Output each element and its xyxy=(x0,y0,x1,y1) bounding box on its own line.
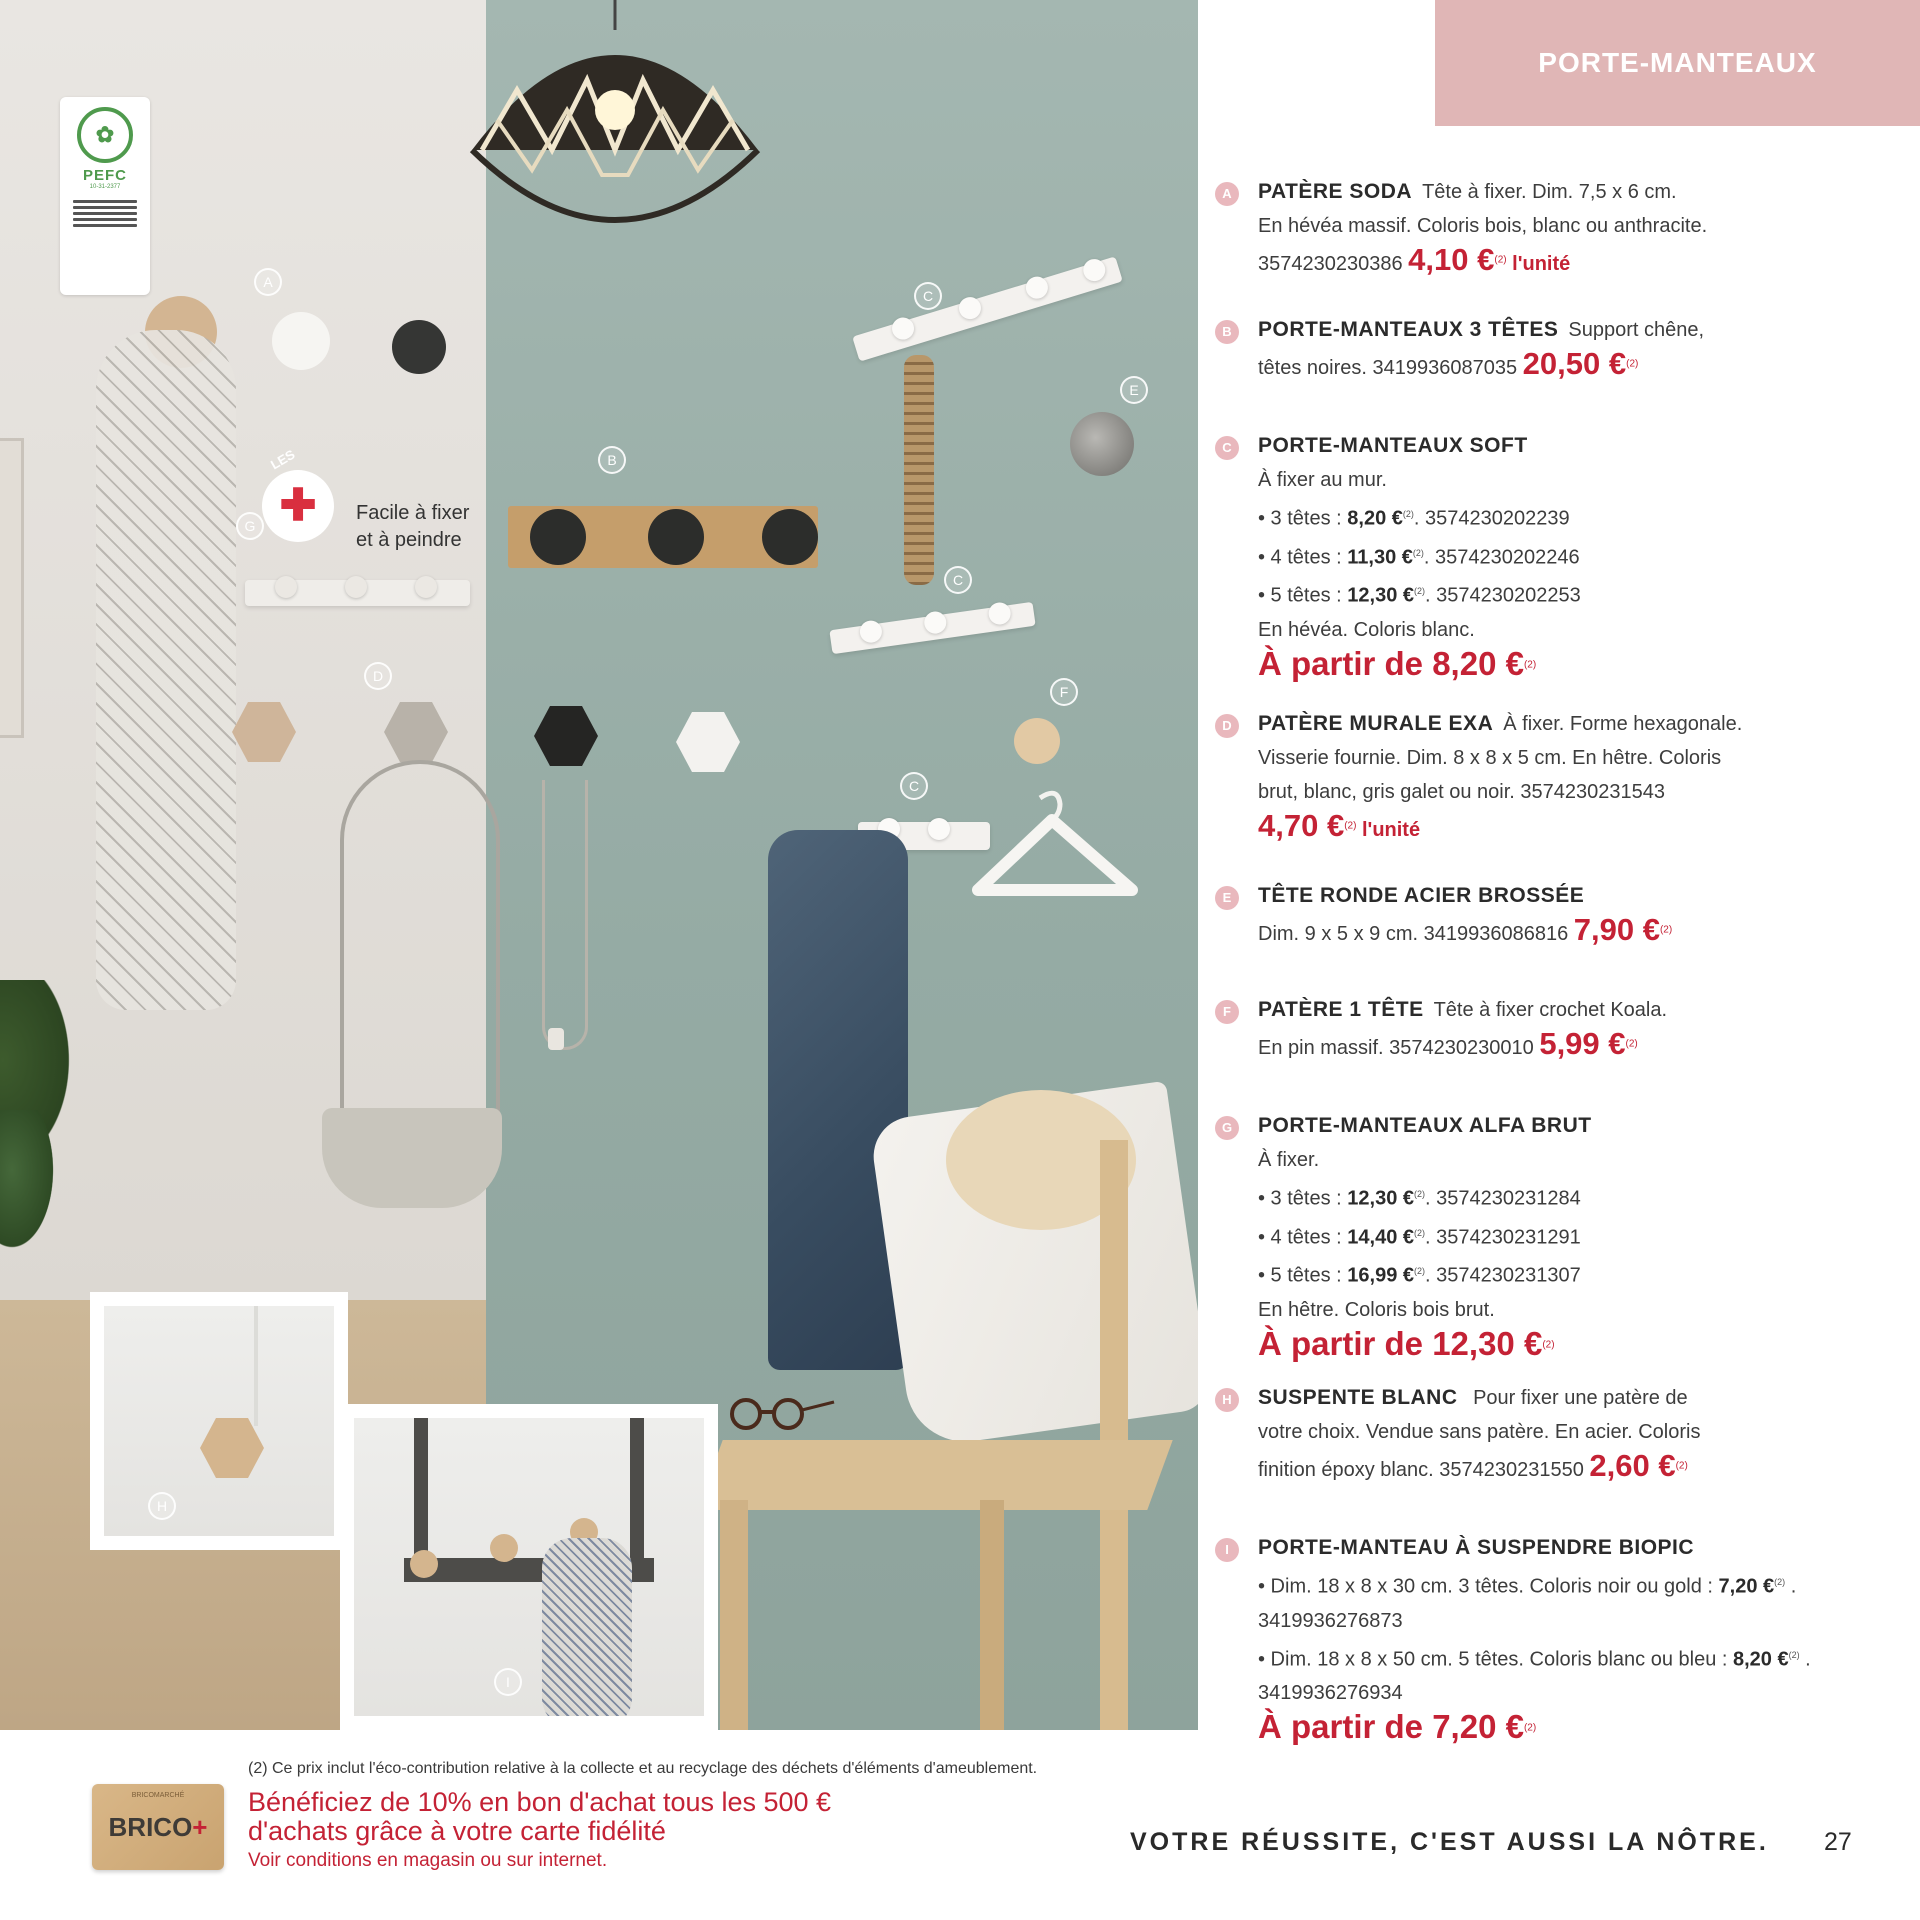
photo-label-a: A xyxy=(254,268,282,296)
product-name: TÊTE RONDE ACIER BROSSÉE xyxy=(1258,884,1585,907)
promo-conditions: Voir conditions en magasin ou sur internet. xyxy=(248,1850,608,1871)
product-name: PORTE-MANTEAUX SOFT xyxy=(1258,434,1528,457)
product-desc: Visserie fournie. Dim. 8 x 8 x 5 cm. En hêtre. Coloris xyxy=(1258,747,1722,769)
promo-line-1: Bénéficiez de 10% en bon d'achat tous les 500 € xyxy=(248,1787,832,1817)
pendant-necklace xyxy=(542,780,588,1050)
pefc-badge xyxy=(60,97,150,295)
product-name: PATÈRE 1 TÊTE xyxy=(1258,998,1424,1021)
pefc-name: PEFC xyxy=(82,167,127,184)
caption-line-1: Facile à fixer xyxy=(356,502,470,524)
product-option: • 4 têtes : 14,40 €$^{(2)}$. 3574230231291 xyxy=(1258,1226,1581,1249)
product-option: • 5 têtes : 12,30 €$^{(2)}$. 3574230202253 xyxy=(1258,584,1581,607)
photo-label-d: D xyxy=(364,662,392,690)
product-price: 4,10 € xyxy=(1408,242,1495,277)
picture-frame xyxy=(0,438,24,738)
product-name: PORTE-MANTEAUX 3 TÊTES xyxy=(1258,318,1559,341)
card-logo: BRICO+ xyxy=(108,1812,208,1842)
product-letter-badge: H xyxy=(1215,1388,1239,1412)
product-letter-badge: C xyxy=(1215,436,1239,460)
section-title: PORTE-MANTEAUX xyxy=(1538,47,1817,78)
price-note: (2) xyxy=(1523,659,1537,671)
inset-photo-i xyxy=(340,1404,718,1730)
product-item-b xyxy=(1212,313,1892,385)
product-desc: Tête à fixer. Dim. 7,5 x 6 cm. xyxy=(1422,181,1677,203)
chair-leg xyxy=(1100,1140,1128,1730)
product-option: • 5 têtes : 16,99 €$^{(2)}$. 3574230231307 xyxy=(1258,1264,1581,1287)
eyeglasses xyxy=(716,1392,836,1432)
denim-jacket xyxy=(768,830,908,1370)
price-note: (2) xyxy=(1625,1038,1638,1050)
product-item-h xyxy=(1212,1381,1892,1487)
product-name: PATÈRE MURALE EXA xyxy=(1258,712,1494,735)
product-desc: finition époxy blanc. 3574230231550 xyxy=(1258,1459,1584,1481)
product-name: PATÈRE SODA xyxy=(1258,180,1413,203)
price-note: (2) xyxy=(1344,820,1357,832)
product-desc: En hêtre. Coloris bois brut. xyxy=(1258,1298,1495,1321)
product-item-a xyxy=(1212,175,1892,281)
product-desc: Support chêne, xyxy=(1568,319,1705,341)
loyalty-card xyxy=(92,1784,224,1870)
product-desc: En pin massif. 3574230230010 xyxy=(1258,1037,1534,1059)
product-desc: À fixer. xyxy=(1258,1149,1320,1171)
product-option: • 3 têtes : 8,20 €$^{(2)}$. 3574230202239 xyxy=(1258,507,1570,530)
pefc-fine-print xyxy=(73,200,137,227)
price-note: (2) xyxy=(1523,1722,1537,1734)
product-option: • 3 têtes : 12,30 €$^{(2)}$. 3574230231284 xyxy=(1258,1187,1581,1210)
product-letter-badge: D xyxy=(1215,714,1239,738)
product-price: À partir de 7,20 € xyxy=(1258,1708,1524,1746)
product-item-c xyxy=(1212,429,1892,686)
bag-strap xyxy=(340,760,500,1150)
rack-cork xyxy=(508,506,818,568)
plant-leaf xyxy=(0,1110,60,1260)
product-desc: En hévéa massif. Coloris bois, blanc ou anthracite. xyxy=(1258,215,1708,237)
product-item-g xyxy=(1212,1109,1892,1366)
product-name: PORTE-MANTEAUX ALFA BRUT xyxy=(1258,1114,1592,1137)
section-header xyxy=(1435,0,1920,126)
product-ref: 3419936276873 xyxy=(1258,1609,1403,1632)
card-top-text: BRICOMARCHÉ xyxy=(131,1792,185,1799)
hanging-scarf xyxy=(96,330,236,1010)
rack-alfa xyxy=(245,580,470,606)
product-option: • 4 têtes : 11,30 €$^{(2)}$. 3574230202246 xyxy=(1258,546,1580,569)
photo-label-e: E xyxy=(1120,376,1148,404)
price-note: (2) xyxy=(1542,1339,1555,1351)
bead-necklace xyxy=(904,355,934,585)
photo-label-c-1: C xyxy=(914,282,942,310)
chair-seat xyxy=(697,1440,1172,1510)
product-letter-badge: B xyxy=(1215,320,1239,344)
product-price: 20,50 € xyxy=(1522,346,1627,381)
koala-knob xyxy=(1014,718,1060,764)
photo-label-f: F xyxy=(1050,678,1078,706)
pefc-logo-icon: ✿ xyxy=(77,107,133,163)
photo-label-i: I xyxy=(494,1668,522,1696)
necklace-pendant xyxy=(548,1028,564,1050)
price-unit: l'unité xyxy=(1362,819,1421,841)
anthracite-knob xyxy=(392,320,446,374)
photo-label-b: B xyxy=(598,446,626,474)
price-note: (2) xyxy=(1675,1460,1688,1472)
product-price: 5,99 € xyxy=(1539,1026,1626,1061)
photo-label-c-2: C xyxy=(944,566,972,594)
pendant-lamp xyxy=(462,0,768,236)
white-knob xyxy=(272,312,330,370)
loyalty-promo xyxy=(248,1788,831,1846)
product-letter-badge: F xyxy=(1215,1000,1239,1024)
price-unit: l'unité xyxy=(1512,253,1571,275)
page-number: 27 xyxy=(1824,1828,1852,1856)
product-item-e xyxy=(1212,879,1892,951)
chair-leg xyxy=(980,1500,1004,1730)
product-letter-badge: I xyxy=(1215,1538,1239,1562)
shoulder-bag xyxy=(322,1108,502,1208)
inset-photo-h xyxy=(90,1292,348,1550)
product-letter-badge: E xyxy=(1215,886,1239,910)
brand-tagline: VOTRE RÉUSSITE, C'EST AUSSI LA NÔTRE. xyxy=(1130,1828,1769,1856)
price-note: (2) xyxy=(1494,254,1507,266)
chair-leg xyxy=(720,1500,748,1730)
product-desc: À fixer au mur. xyxy=(1258,469,1387,491)
price-note: (2) xyxy=(1626,358,1639,370)
photo-label-h: H xyxy=(148,1492,176,1520)
product-letter-badge: G xyxy=(1215,1116,1239,1140)
product-item-d xyxy=(1212,707,1892,847)
product-option: • Dim. 18 x 8 x 30 cm. 3 têtes. Coloris noir ou gold : 7,20 €$^{(2)}$ . xyxy=(1258,1575,1797,1598)
photo-caption xyxy=(356,500,469,554)
steel-knob xyxy=(1070,412,1134,476)
product-desc: Dim. 9 x 5 x 9 cm. 3419936086816 xyxy=(1258,923,1569,945)
product-name: PORTE-MANTEAU À SUSPENDRE BIOPIC xyxy=(1258,1536,1695,1559)
product-ref: 3574230230386 xyxy=(1258,253,1403,275)
promo-line-2: d'achats grâce à votre carte fidélité xyxy=(248,1816,666,1846)
product-price: 2,60 € xyxy=(1589,1448,1676,1483)
product-desc: brut, blanc, gris galet ou noir. 3574230231543 xyxy=(1258,781,1665,803)
photo-label-g: G xyxy=(236,512,264,540)
product-desc: En hévéa. Coloris blanc. xyxy=(1258,618,1475,641)
product-price: 7,90 € xyxy=(1573,912,1660,947)
caption-line-2: et à peindre xyxy=(356,529,462,551)
product-desc: À fixer. Forme hexagonale. xyxy=(1503,713,1743,735)
product-name: SUSPENTE BLANC xyxy=(1258,1386,1458,1409)
product-price: À partir de 12,30 € xyxy=(1258,1324,1543,1362)
plus-badge xyxy=(262,446,334,542)
product-desc: têtes noires. 3419936087035 xyxy=(1258,357,1518,379)
photo-label-c-3: C xyxy=(900,772,928,800)
product-desc: votre choix. Vendue sans patère. En acier. Coloris xyxy=(1258,1421,1701,1443)
coat-hanger xyxy=(970,790,1140,910)
product-letter-badge: A xyxy=(1215,182,1239,206)
footnote: (2) Ce prix inclut l'éco-contribution relative à la collecte et au recyclage des déchets d'éléments d'ameublement. xyxy=(248,1760,1038,1777)
product-ref: 3419936276934 xyxy=(1258,1682,1403,1705)
product-item-i xyxy=(1212,1531,1892,1749)
product-desc: Tête à fixer crochet Koala. xyxy=(1433,999,1668,1021)
badge-les-text: LES xyxy=(267,446,298,473)
pefc-code: 10-31-2377 xyxy=(89,184,121,190)
plus-icon: ✚ xyxy=(279,481,317,530)
product-option: • Dim. 18 x 8 x 50 cm. 5 têtes. Coloris blanc ou bleu : 8,20 €$^{(2)}$ . xyxy=(1258,1648,1811,1671)
product-price: À partir de 8,20 € xyxy=(1258,644,1524,682)
product-price: 4,70 € xyxy=(1258,808,1345,843)
product-desc: Pour fixer une patère de xyxy=(1473,1387,1688,1409)
price-note: (2) xyxy=(1659,924,1673,936)
product-item-f xyxy=(1212,993,1892,1065)
